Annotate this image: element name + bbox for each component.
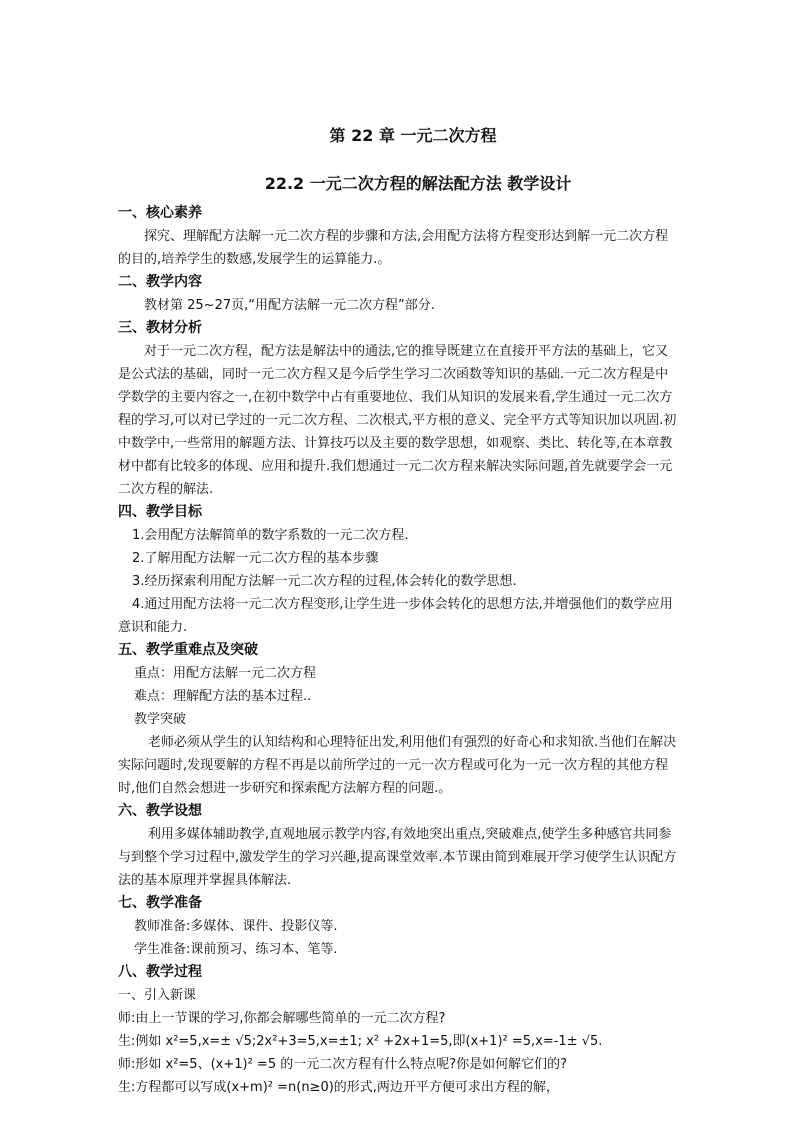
process-subheading-intro: 一、引入新课 <box>118 988 197 1003</box>
dialogue-line: 生:例如 x²=5,x=± √5;2x²+3=5,x=±1; x² +2x+1=5,即(x+1)² =5,x=-1± √5. <box>118 1034 603 1049</box>
dialogue-line: 生:方程都可以写成(x+m)² =n(n≥0)的形式,两边开平方便可求出方程的解， <box>118 1080 559 1095</box>
section-heading-preparation: 七、教学准备 <box>118 895 202 911</box>
section-heading-core-literacy: 一、核心素养 <box>118 205 202 221</box>
teacher-preparation: 教师准备:多媒体、课件、投影仪等. <box>134 919 338 934</box>
content-paragraph: 教材第 25~27页,“用配方法解一元二次方程”部分. <box>144 298 435 313</box>
key-point-text: 重点：用配方法解一元二次方程 <box>134 666 317 681</box>
objective-item: 1.会用配方法解简单的数字系数的一元二次方程. <box>132 528 409 543</box>
chapter-title: 第 22 章 一元二次方程 <box>329 126 497 145</box>
breakthrough-paragraph: 老师必须从学生的认知结构和心理特征出发,利用他们有强烈的好奇心和求知欲.当他们在解决实际问题时,发现要解的方程不再是以前所学过的一元一次方程或可化为一元一次方程的其他方程时,他们自然会想进一步研究和探索配方法解方程的问题.。 <box>118 735 677 796</box>
section-heading-key-points: 五、教学重难点及突破 <box>118 642 258 658</box>
section-heading-objectives: 四、教学目标 <box>118 504 202 520</box>
objective-item: 3.经历探索利用配方法解一元二次方程的过程,体会转化的数学思想. <box>132 574 517 589</box>
student-preparation: 学生准备:课前预习、练习本、笔等. <box>134 942 338 957</box>
section-heading-content: 二、教学内容 <box>118 274 202 290</box>
objective-item: 2.了解用配方法解一元二次方程的基本步骤 <box>132 551 379 566</box>
document-body <box>118 124 678 1099</box>
section-heading-textbook-analysis: 三、教材分析 <box>118 320 202 336</box>
section-heading-design-idea: 六、教学设想 <box>118 803 202 819</box>
objective-item: 4.通过用配方法将一元二次方程变形,让学生进一步体会转化的思想方法,并增强他们的数学应用意识和能力. <box>118 597 673 635</box>
textbook-analysis-paragraph: 对于一元二次方程，配方法是解法中的通法,它的推导既建立在直接开平方法的基础上，它又是公式法的基础，同时一元二次方程又是今后学生学习二次函数等知识的基础.一元二次方程是中学数学的主要内容之一,在初中数学中占有重要地位、我们从知识的发展来看,学生通过一元二次方程的学习,可以对已学过的一元二次方程、二次根式,平方根的意义、完全平方式等知识加以巩固.初中数学中,一些常用的解题方法、计算技巧以及主要的数学思想，如观察、类比、转化等,在本章教材中都有比较多的体现、应用和提升.我们想通过一元二次方程来解决实际问题,首先就要学会一元二次方程的解法. <box>118 344 677 497</box>
dialogue-line: 师:由上一节课的学习,你都会解哪些简单的一元二次方程? <box>118 1011 446 1026</box>
core-literacy-paragraph: 探究、理解配方法解一元二次方程的步骤和方法,会用配方法将方程变形达到解一元二次方程的目的,培养学生的数感,发展学生的运算能力.。 <box>118 229 669 267</box>
breakthrough-label: 教学突破 <box>134 712 187 727</box>
design-idea-paragraph: 利用多媒体辅助教学,直观地展示教学内容,有效地突出重点,突破难点,使学生多种感官共同参与到整个学习过程中,激发学生的学习兴趣,提高课堂效率.本节课由简到难展开学习使学生认识配方法的基本原理并掌握具体解法. <box>118 827 677 888</box>
section-heading-process: 八、教学过程 <box>118 964 202 980</box>
document-title: 22.2 一元二次方程的解法配方法 教学设计 <box>264 174 572 193</box>
dialogue-line: 师:形如 x²=5、(x+1)² =5 的一元二次方程有什么特点呢?你是如何解它们的? <box>118 1057 568 1072</box>
difficulty-text: 难点：理解配方法的基本过程.. <box>134 689 312 704</box>
